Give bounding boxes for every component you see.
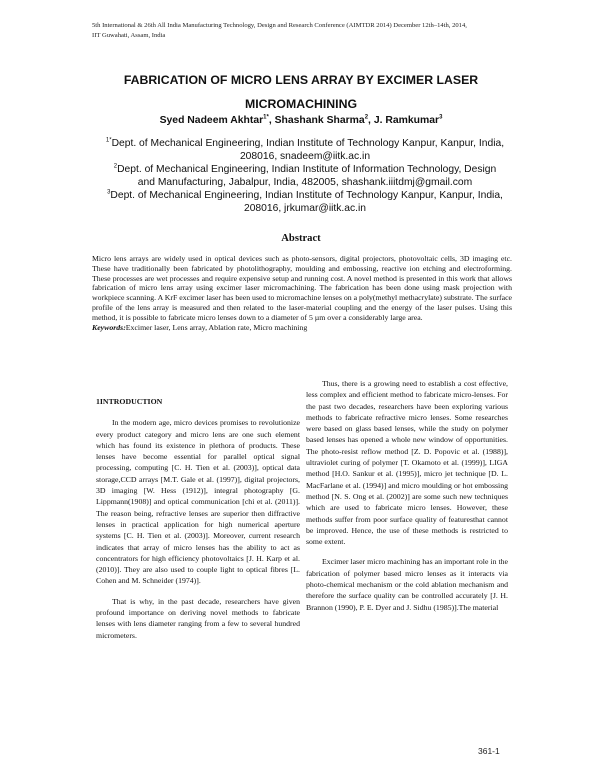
affiliation-text: Dept. of Mechanical Engineering, Indian Institute of Technology Kanpur, Kanpur, India, 208016, snadeem@iitk.ac.in bbox=[111, 138, 505, 163]
affiliation bbox=[104, 189, 506, 215]
left-column bbox=[96, 378, 300, 650]
affiliation-mark: 3 bbox=[107, 189, 111, 196]
header-line-2: IIT Guwahati, Assam, India bbox=[92, 32, 166, 39]
affiliations bbox=[104, 137, 506, 216]
paragraph: That is why, in the past decade, researchers have given profound importance on deriving novel methods to fabricate lenses with lens diameter ranging from a few to several hundred micrometers. bbox=[96, 596, 300, 640]
affiliation-text: Dept. of Mechanical Engineering, Indian Institute of Information Technology, Design and Manufacturing, Jabalpur, India, 482005, shashank.iiitdmj@gmail.com bbox=[117, 164, 497, 189]
paragraph: In the modern age, micro devices promises to revolutionize every product category and micro lens are one such element which has found its existence in plethora of products. These lenses have become essential for parallel optical signal processing, computing [C. H. Tien et al. (2003)], optical data storage,CCD arrays [M.T. Gale et al. (1997)], digital projectors, 3D imaging [W. Hess (1912)], integral photography [G. Lippmann(1908)] and optical communication [chi et al. (2011)]. The reason being, refractive lenses are superior then diffractive lenses in practical application for high numerical aperture systems [C. H. Tien et al. (2003)]. Moreover, current research indicates that array of micro lenses has the ability to act as concentrators for high efficiency photovoltaics [J. H. Karp et al. (2010)]. They are also used to couple light to optical fibres [L. Cohen and M. Schneider (1974)]. bbox=[96, 418, 300, 586]
title-line-2: MICROMACHINING bbox=[244, 97, 358, 111]
author-name: Shashank Sharma bbox=[274, 115, 365, 126]
affiliation-mark: 2 bbox=[113, 163, 118, 170]
keywords-text: Excimer laser, Lens array, Ablation rate, Micro machining bbox=[125, 322, 308, 332]
affiliation bbox=[104, 163, 506, 189]
paragraph: Excimer laser micro machining has an important role in the fabrication of polymer based micro lenses as it interacts via photo-chemical mechanism or the cold ablation mechanism and therefore the surface quality can be controlled accurately [J. H. Brannon (1990), P. E. Dyer and J. Sidhu (1985)].The material bbox=[306, 557, 508, 612]
affiliation-text: Dept. of Mechanical Engineering, Indian Institute of Technology Kanpur, Kanpur, India, 208016, jrkumar@iitk.ac.in bbox=[110, 190, 503, 215]
author-affiliation-mark: 1* bbox=[263, 114, 269, 121]
section-heading: 1INTRODUCTION bbox=[96, 397, 163, 406]
affiliation bbox=[104, 137, 506, 163]
abstract-body bbox=[92, 254, 512, 332]
author-name: Syed Nadeem Akhtar bbox=[159, 115, 264, 126]
author-affiliation-mark: 2 bbox=[364, 114, 369, 121]
right-column bbox=[306, 378, 508, 622]
author-affiliation-mark: 3 bbox=[439, 114, 443, 121]
page-number: 361-1 bbox=[478, 746, 500, 756]
header-line-1: 5th International & 26th All India Manufacturing Technology, Design and Research Conference (AIMTDR 2014) December 12th–14th, 2014, bbox=[92, 22, 467, 29]
paragraph: Thus, there is a growing need to establish a cost effective, less complex and efficient method to fabricate micro-lenses. For the past two decades, researchers have been exploring various methods to fabricate refractive micro lenses. Some researches were based on glass based lenses, while the study on polymer based lenses has opened a whole new window of opportunities. The photo-resist reflow method [Z. D. Popovic et al. (1988)], ultraviolet curing of polymer [T. Okamoto et al. (1999)], LIGA method [H.O. Sankur et al. (1995)], micro jet technique [D. L. MacFarlane et al. (1994)] and micro moulding or hot embossing method [N. S. Ong et al. (2002)] are some such new techniques which are used to fabricate micro lenses. However, these methods suffer from poor surface quality of featuresthat cannot be improved. Hence, the use of these methods is restricted to some extent. bbox=[306, 379, 508, 547]
author-list: Syed Nadeem Akhtar$^{1*}$, Shashank Sharma$^2$, J. Ramkumar$^3$ bbox=[159, 114, 443, 126]
author-name: J. Ramkumar bbox=[373, 115, 440, 126]
conference-header bbox=[92, 21, 532, 41]
keywords-label: Keywords: bbox=[92, 322, 126, 332]
title-line-1: FABRICATION OF MICRO LENS ARRAY BY EXCIMER LASER bbox=[123, 73, 479, 87]
abstract-heading: Abstract bbox=[281, 233, 321, 244]
paper-title bbox=[90, 68, 512, 116]
affiliation-mark: 1* bbox=[105, 137, 112, 144]
abstract-text: Micro lens arrays are widely used in optical devices such as photo-sensors, digital projectors, photovoltaic cells, 3D imaging etc. These have traditionally been fabricated by photolithography, moulding and embossing, reactive ion etching and electroforming. These processes are wet processes and require expensive setup and running cost. A novel method is presented in this work that allows fabrication of micro lens array using excimer laser micromachining. The fabrication has been done using mask projection with workpiece scanning. A KrF excimer laser has been used to micromachine lenses on a poly(methyl methacrylate) substrate. The surface profile of the lens array is measured and then related to the laser-material coupling and the energy of the laser pulses. Using this method, it is possible to fabricate micro lenses down to a diameter of 5 µm over a considerably large area. bbox=[92, 254, 512, 322]
